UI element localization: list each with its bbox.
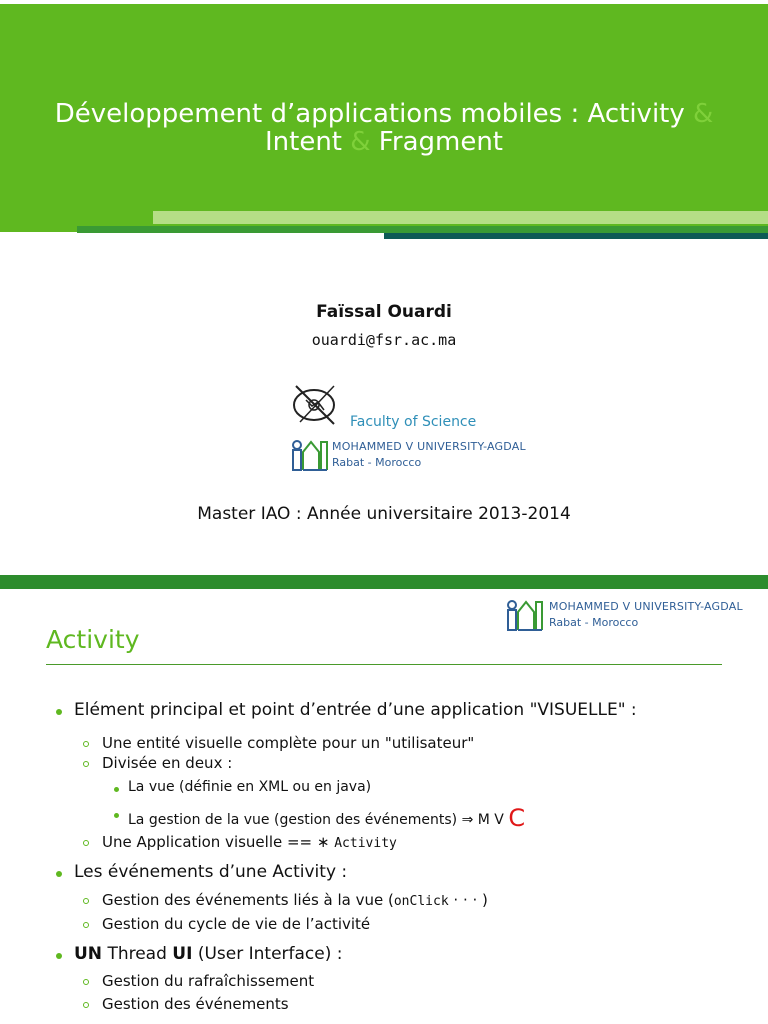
university-city: Rabat - Morocco bbox=[549, 616, 639, 629]
bullet-sub-1-1: Une entité visuelle complète pour un "utilisateur" bbox=[102, 734, 475, 752]
decor-stripe-teal bbox=[384, 233, 768, 239]
activity-code: Activity bbox=[334, 836, 397, 851]
institution-logos bbox=[290, 382, 530, 477]
university-logo-icon bbox=[291, 438, 329, 472]
activity-slide bbox=[0, 575, 768, 1024]
university-header-logo bbox=[506, 597, 766, 635]
author-name: Faïssal Ouardi bbox=[316, 302, 452, 322]
title-text-line2b: Fragment bbox=[370, 127, 503, 157]
bullet-ring-icon bbox=[83, 761, 89, 767]
bullet-small-icon bbox=[114, 787, 119, 792]
bullet-sub-2-1 bbox=[102, 891, 488, 909]
faculty-name: Faculty of Science bbox=[350, 414, 477, 430]
faculty-logo-icon bbox=[290, 382, 340, 428]
events-text: Gestion des événements liés à la vue ( bbox=[102, 891, 394, 909]
title-text-line2a: Intent bbox=[264, 127, 351, 157]
university-logo-icon bbox=[506, 598, 544, 632]
ui-bold: UI bbox=[172, 944, 193, 964]
app-activity-text: Une Application visuelle == ∗ bbox=[102, 833, 335, 851]
bullet-icon bbox=[56, 953, 62, 959]
events-text-end: · · · ) bbox=[448, 891, 488, 909]
mvc-controller-letter: C bbox=[508, 804, 526, 832]
mvc-text: La gestion de la vue (gestion des événements) ⇒ M V bbox=[128, 812, 509, 828]
bullet-sub-2-2: Gestion du cycle de vie de l’activité bbox=[102, 915, 371, 933]
slide-heading: Activity bbox=[46, 625, 140, 654]
university-name: MOHAMMED V UNIVERSITY-AGDAL bbox=[332, 440, 526, 453]
bullet-main-3 bbox=[74, 944, 343, 964]
onclick-code: onClick bbox=[393, 894, 449, 909]
bullet-ring-icon bbox=[83, 741, 89, 747]
bullet-subsub-1: La vue (définie en XML ou en java) bbox=[128, 779, 372, 795]
author-email: ouardi@fsr.ac.ma bbox=[311, 331, 457, 349]
bullet-ring-icon bbox=[83, 922, 89, 928]
title-ampersand: & bbox=[693, 99, 714, 129]
bullet-icon bbox=[56, 709, 62, 715]
program-year: Master IAO : Année universitaire 2013-2014 bbox=[197, 504, 571, 524]
top-bar bbox=[0, 575, 768, 589]
decor-stripe-green bbox=[77, 226, 768, 233]
decor-stripe-light bbox=[153, 211, 768, 224]
bullet-ring-icon bbox=[83, 840, 89, 846]
bullet-subsub-2 bbox=[128, 804, 525, 832]
university-city: Rabat - Morocco bbox=[332, 456, 422, 469]
bullet-ring-icon bbox=[83, 979, 89, 985]
bullet-sub-1-3 bbox=[102, 833, 397, 851]
bullet-ring-icon bbox=[83, 898, 89, 904]
bullet-sub-1-2: Divisée en deux : bbox=[102, 754, 233, 772]
bullet-sub-3-2: Gestion des événements bbox=[102, 995, 289, 1013]
bullet-icon bbox=[56, 871, 62, 877]
slide-title bbox=[0, 100, 768, 156]
bullet-main-2: Les événements d’une Activity : bbox=[74, 862, 348, 882]
title-ampersand-2: & bbox=[350, 127, 371, 157]
bullet-small-icon bbox=[114, 813, 119, 818]
title-text-line1: Développement d’applications mobiles : Activity bbox=[54, 99, 694, 129]
thread-text: Thread bbox=[102, 944, 173, 964]
bullet-ring-icon bbox=[83, 1002, 89, 1008]
university-name: MOHAMMED V UNIVERSITY-AGDAL bbox=[549, 600, 743, 613]
bullet-main-1: Elément principal et point d’entrée d’une application "VISUELLE" : bbox=[74, 700, 637, 720]
bullet-sub-3-1: Gestion du rafraîchissement bbox=[102, 972, 315, 990]
heading-rule bbox=[46, 664, 722, 665]
un-bold: UN bbox=[74, 944, 103, 964]
user-interface-text: (User Interface) : bbox=[192, 944, 343, 964]
